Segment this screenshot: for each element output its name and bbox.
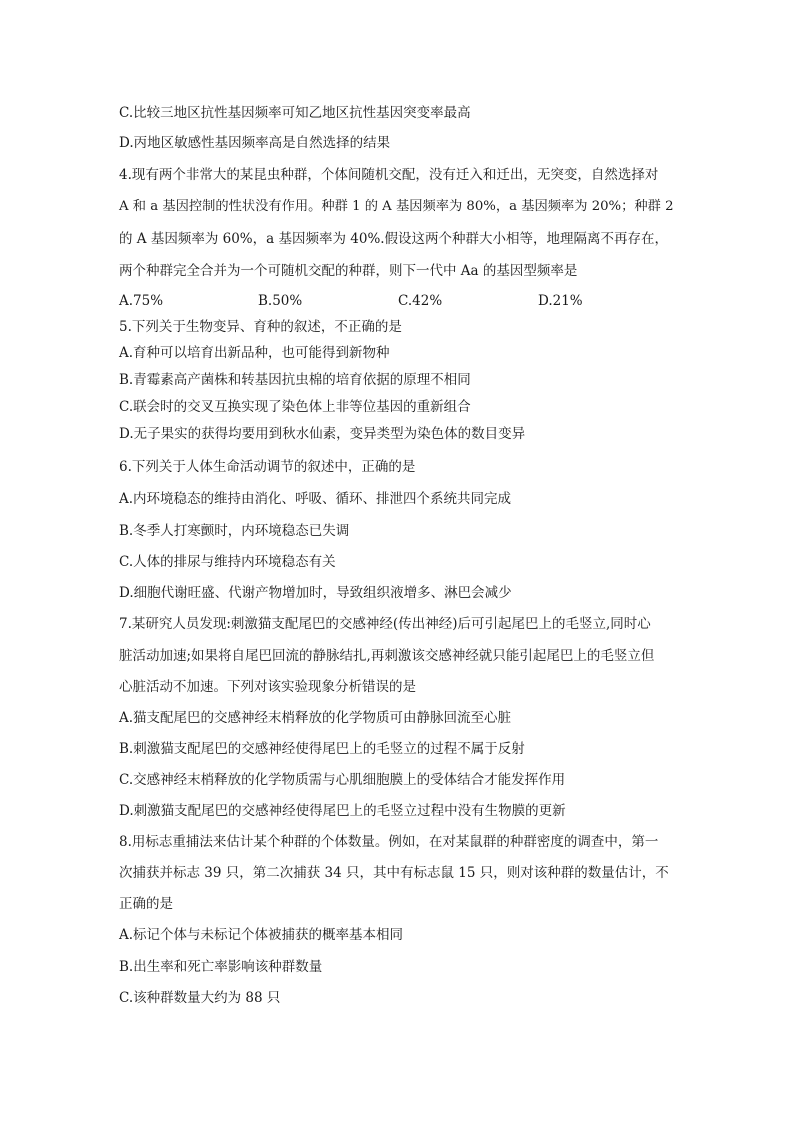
q7-stem-line-3: 心脏活动不加速。下列对该实验现象分析错误的是 — [119, 679, 416, 695]
q6-stem: 6.下列关于人体生命活动调节的叙述中，正确的是 — [119, 459, 416, 475]
q7-option-b: B.刺激猫支配尾巴的交感神经使得尾巴上的毛竖立的过程不属于反射 — [119, 741, 525, 757]
q6-option-c: C.人体的排尿与维持内环境稳态有关 — [119, 554, 336, 570]
q6-option-a: A.内环境稳态的维持由消化、呼吸、循环、排泄四个系统共同完成 — [119, 491, 512, 507]
q5-option-a: A.育种可以培育出新品种，也可能得到新物种 — [119, 345, 390, 361]
q7-option-a: A.猫支配尾巴的交感神经末梢释放的化学物质可由静脉回流至心脏 — [119, 710, 512, 726]
q4-option-d: D.21% — [538, 293, 583, 309]
q4-option-b: B.50% — [258, 293, 303, 309]
q7-stem-line-1: 7.某研究人员发现:刺激猫支配尾巴的交感神经(传出神经)后可引起尾巴上的毛竖立,同时心 — [119, 616, 651, 632]
q3-option-d: D.丙地区敏感性基因频率高是自然选择的结果 — [119, 135, 391, 151]
q7-option-c: C.交感神经末梢释放的化学物质需与心肌细胞膜上的受体结合才能发挥作用 — [119, 772, 566, 788]
q8-stem-line-3: 正确的是 — [119, 896, 173, 912]
q4-stem-line-3: 的 A 基因频率为 60%，a 基因频率为 40%.假设这两个种群大小相等，地理隔离不再存在， — [119, 231, 669, 247]
q7-option-d: D.刺激猫支配尾巴的交感神经使得尾巴上的毛竖立过程中没有生物膜的更新 — [119, 803, 566, 819]
q4-stem-line-4: 两个种群完全合并为一个可随机交配的种群，则下一代中 Aa 的基因型频率是 — [119, 263, 578, 279]
q8-option-c: C.该种群数量大约为 88 只 — [119, 990, 281, 1006]
q8-option-a: A.标记个体与未标记个体被捕获的概率基本相同 — [119, 927, 404, 943]
q8-stem-line-1: 8.用标志重捕法来估计某个种群的个体数量。例如，在对某鼠群的种群密度的调查中，第一 — [119, 834, 659, 850]
q8-stem-line-2: 次捕获并标志 39 只，第二次捕获 34 只，其中有标志鼠 15 只，则对该种群的数量估计，不 — [119, 865, 669, 881]
q3-option-c: C.比较三地区抗性基因频率可知乙地区抗性基因突变率最高 — [119, 105, 471, 121]
q5-option-b: B.青霉素高产菌株和转基因抗虫棉的培育依据的原理不相同 — [119, 372, 471, 388]
q4-stem-line-1: 4.现有两个非常大的某昆虫种群，个体间随机交配，没有迁入和迁出，无突变，自然选择对 — [119, 167, 659, 183]
q5-stem: 5.下列关于生物变异、育种的叙述，不正确的是 — [119, 319, 402, 335]
q4-option-a: A.75% — [119, 293, 164, 309]
q8-option-b: B.出生率和死亡率影响该种群数量 — [119, 959, 323, 975]
q5-option-c: C.联会时的交叉互换实现了染色体上非等位基因的重新组合 — [119, 399, 471, 415]
q4-option-c: C.42% — [398, 293, 443, 309]
q6-option-d: D.细胞代谢旺盛、代谢产物增加时，导致组织液增多、淋巴会减少 — [119, 585, 512, 601]
q5-option-d: D.无子果实的获得均要用到秋水仙素，变异类型为染色体的数目变异 — [119, 426, 526, 442]
q6-option-b: B.冬季人打寒颤时，内环境稳态已失调 — [119, 523, 350, 539]
q4-stem-line-2: A 和 a 基因控制的性状没有作用。种群 1 的 A 基因频率为 80%，a 基因频率为 20%；种群 2 — [119, 199, 674, 214]
q7-stem-line-2: 脏活动加速;如果将自尾巴回流的静脉结扎,再刺激该交感神经就只能引起尾巴上的毛竖立但 — [119, 648, 655, 664]
